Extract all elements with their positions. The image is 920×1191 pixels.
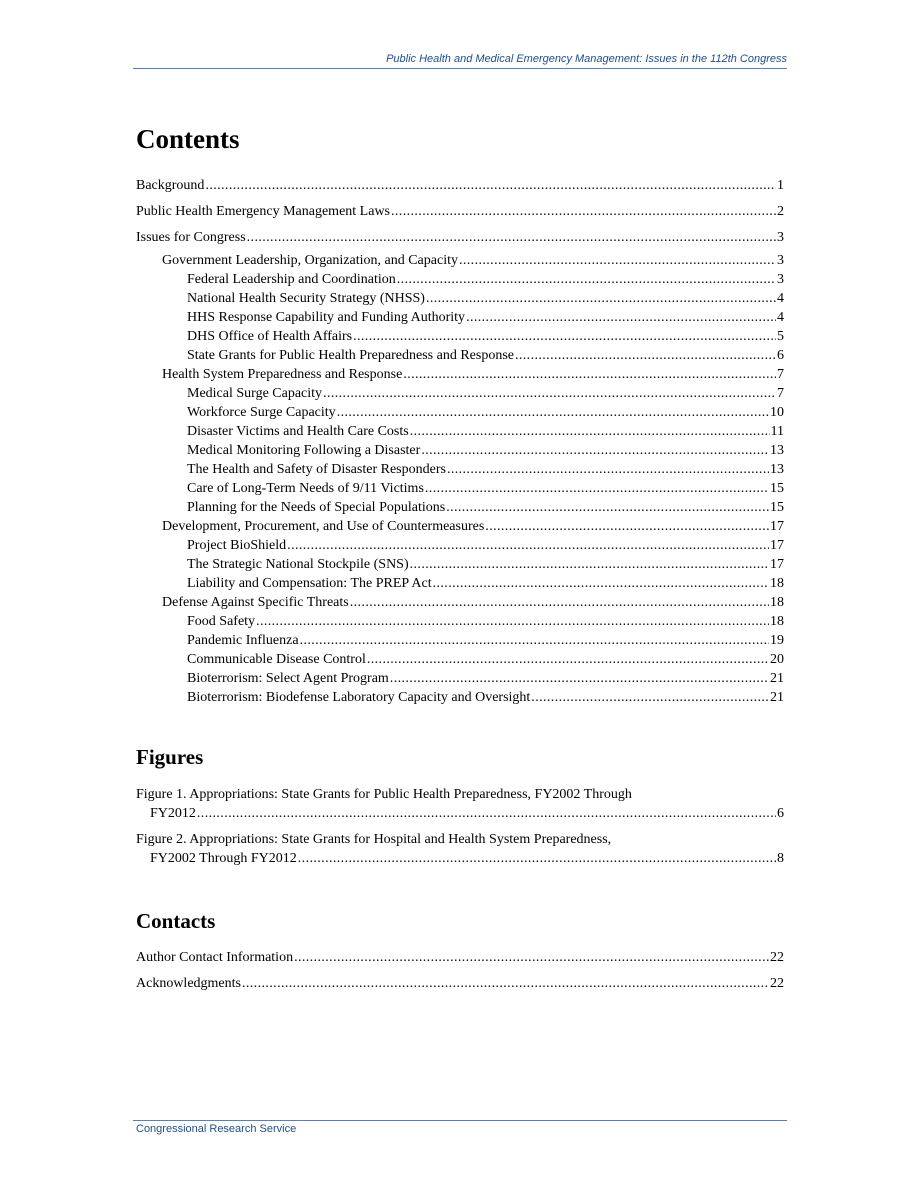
dot-leader: [287, 537, 769, 554]
toc-entry-page: 4: [777, 310, 784, 325]
toc-entry-title: National Health Security Strategy (NHSS): [187, 291, 425, 306]
toc-entry-page: 18: [770, 595, 784, 610]
dot-leader: [403, 366, 776, 383]
contents-heading: Contents: [136, 124, 240, 154]
dot-leader: [323, 385, 776, 402]
toc-entry[interactable]: [136, 499, 784, 516]
figures-heading: Figures: [136, 745, 204, 769]
toc-entry-page: 15: [770, 481, 784, 496]
toc-entry-title: Planning for the Needs of Special Populations: [187, 500, 446, 515]
figure-entry-title-cont: FY2012: [150, 806, 196, 821]
toc-entry-page: 7: [777, 367, 784, 382]
figure-entry-page: 8: [777, 851, 784, 866]
toc-entry-page: 13: [770, 462, 784, 477]
toc-entry[interactable]: [136, 404, 784, 421]
dot-leader: [397, 271, 776, 288]
toc-entry-title: Liability and Compensation: The PREP Act: [187, 576, 432, 591]
dot-leader: [256, 613, 769, 630]
dot-leader: [247, 229, 776, 246]
dot-leader: [300, 632, 769, 649]
toc-entry-title: Disaster Victims and Health Care Costs: [187, 424, 409, 439]
toc-entry-title: Health System Preparedness and Response: [162, 367, 403, 382]
toc-entry-page: 6: [777, 348, 784, 363]
toc-entry-page: 17: [770, 557, 784, 572]
toc-entry[interactable]: [136, 203, 784, 220]
toc-entry[interactable]: [136, 442, 784, 459]
toc-entry[interactable]: [136, 651, 784, 668]
toc-entry[interactable]: [136, 480, 784, 497]
toc-entry-page: 3: [777, 253, 784, 268]
toc-entry-page: 21: [770, 671, 784, 686]
toc-entry[interactable]: [136, 366, 784, 383]
figure-entry[interactable]: [136, 785, 784, 823]
toc-entry-title: Food Safety: [187, 614, 256, 629]
dot-leader: [459, 252, 776, 269]
toc-entry-title: Care of Long-Term Needs of 9/11 Victims: [187, 481, 424, 496]
toc-entry-title: Development, Procurement, and Use of Countermeasures: [162, 519, 485, 534]
dot-leader: [446, 499, 769, 516]
dot-leader: [421, 442, 769, 459]
dot-leader: [515, 347, 776, 364]
dot-leader: [410, 423, 770, 440]
dot-leader: [298, 849, 776, 868]
toc-entry-page: 15: [770, 500, 784, 515]
toc-entry-page: 3: [777, 230, 784, 245]
dot-leader: [425, 480, 769, 497]
toc-entry-title: Medical Surge Capacity: [187, 386, 323, 401]
toc-entry[interactable]: [136, 229, 784, 246]
dot-leader: [242, 975, 769, 992]
figure-entry-title-cont: FY2002 Through FY2012: [150, 851, 297, 866]
toc-entry[interactable]: [136, 594, 784, 611]
dot-leader: [353, 328, 776, 345]
dot-leader: [426, 290, 776, 307]
toc-entry-page: 19: [770, 633, 784, 648]
dot-leader: [391, 203, 776, 220]
toc-entry-title: Pandemic Influenza: [187, 633, 299, 648]
toc-entry[interactable]: [136, 328, 784, 345]
toc-entry[interactable]: [136, 613, 784, 630]
figure-entry-continuation: [136, 849, 784, 868]
toc-entry-page: 22: [770, 950, 784, 965]
dot-leader: [433, 575, 769, 592]
toc-entry-title: Workforce Surge Capacity: [187, 405, 336, 420]
toc-entry[interactable]: [136, 949, 784, 966]
toc-entry-title: The Strategic National Stockpile (SNS): [187, 557, 409, 572]
toc-entry-title: Author Contact Information: [136, 950, 294, 965]
toc-entry-page: 17: [770, 519, 784, 534]
toc-entry[interactable]: [136, 290, 784, 307]
toc-entry[interactable]: [136, 537, 784, 554]
toc-entry-title: Federal Leadership and Coordination: [187, 272, 396, 287]
toc-entry-title: Government Leadership, Organization, and Capacity: [162, 253, 458, 268]
toc-entry[interactable]: [136, 423, 784, 440]
toc-entry-title: Medical Monitoring Following a Disaster: [187, 443, 421, 458]
toc-entry-page: 13: [770, 443, 784, 458]
header-rule: [133, 68, 787, 69]
toc-entry-page: 1: [777, 178, 784, 193]
dot-leader: [390, 670, 769, 687]
toc-entry-title: Project BioShield: [187, 538, 287, 553]
dot-leader: [294, 949, 769, 966]
toc-entry-title: Bioterrorism: Biodefense Laboratory Capacity and Oversight: [187, 690, 531, 705]
toc-entry[interactable]: [136, 689, 784, 706]
toc-entry-page: 11: [770, 424, 784, 439]
figure-entry-title: Figure 2. Appropriations: State Grants for Hospital and Health System Preparedness,: [136, 832, 612, 847]
dot-leader: [466, 309, 776, 326]
toc-entry-page: 22: [770, 976, 784, 991]
dot-leader: [485, 518, 769, 535]
toc-entry-page: 21: [770, 690, 784, 705]
toc-entry-title: The Health and Safety of Disaster Responders: [187, 462, 446, 477]
toc-entry-title: Communicable Disease Control: [187, 652, 366, 667]
toc-entry-title: Issues for Congress: [136, 230, 246, 245]
toc-entry[interactable]: [136, 975, 784, 992]
toc-entry-title: HHS Response Capability and Funding Authority: [187, 310, 466, 325]
dot-leader: [447, 461, 769, 478]
toc-entry-title: Public Health Emergency Management Laws: [136, 204, 390, 219]
footer-org: Congressional Research Service: [136, 1123, 297, 1135]
toc-entry[interactable]: [136, 271, 784, 288]
toc-entry-page: 17: [770, 538, 784, 553]
toc-entry[interactable]: [136, 252, 784, 269]
dot-leader: [205, 177, 776, 194]
toc-entry-page: 5: [777, 329, 784, 344]
toc-entry[interactable]: [136, 556, 784, 573]
toc-entry-page: 18: [770, 576, 784, 591]
toc-entry-title: Bioterrorism: Select Agent Program: [187, 671, 389, 686]
figure-entry-page: 6: [777, 806, 784, 821]
dot-leader: [350, 594, 769, 611]
dot-leader: [531, 689, 769, 706]
figure-entry-title: Figure 1. Appropriations: State Grants for Public Health Preparedness, FY2002 Through: [136, 787, 632, 802]
toc-entry[interactable]: [136, 177, 784, 194]
footer-rule: [133, 1120, 787, 1121]
toc-entry-page: 7: [777, 386, 784, 401]
toc-entry[interactable]: [136, 575, 784, 592]
figure-entry-continuation: [136, 804, 784, 823]
contacts-heading: Contacts: [136, 909, 216, 933]
dot-leader: [367, 651, 769, 668]
toc-entry-page: 18: [770, 614, 784, 629]
toc-entry-title: DHS Office of Health Affairs: [187, 329, 353, 344]
toc-entry[interactable]: [136, 347, 784, 364]
toc-entry-title: Defense Against Specific Threats: [162, 595, 349, 610]
toc-entry-page: 3: [777, 272, 784, 287]
dot-leader: [337, 404, 769, 421]
toc-entry-title: Acknowledgments: [136, 976, 241, 991]
toc-entry-page: 4: [777, 291, 784, 306]
figure-entry[interactable]: [136, 830, 784, 868]
toc-entry-title: State Grants for Public Health Preparedness and Response: [187, 348, 514, 363]
dot-leader: [197, 804, 776, 823]
toc-entry[interactable]: [136, 309, 784, 326]
toc-entry[interactable]: [136, 461, 784, 478]
running-header-title: Public Health and Medical Emergency Management: Issues in the 112th Congress: [386, 53, 787, 65]
toc-entry-page: 10: [770, 405, 784, 420]
dot-leader: [410, 556, 769, 573]
toc-entry-page: 2: [777, 204, 784, 219]
toc-entry-page: 20: [770, 652, 784, 667]
toc-entry[interactable]: [136, 518, 784, 535]
toc-entry-title: Background: [136, 178, 205, 193]
toc-entry[interactable]: [136, 385, 784, 402]
toc-entry[interactable]: [136, 632, 784, 649]
toc-entry[interactable]: [136, 670, 784, 687]
